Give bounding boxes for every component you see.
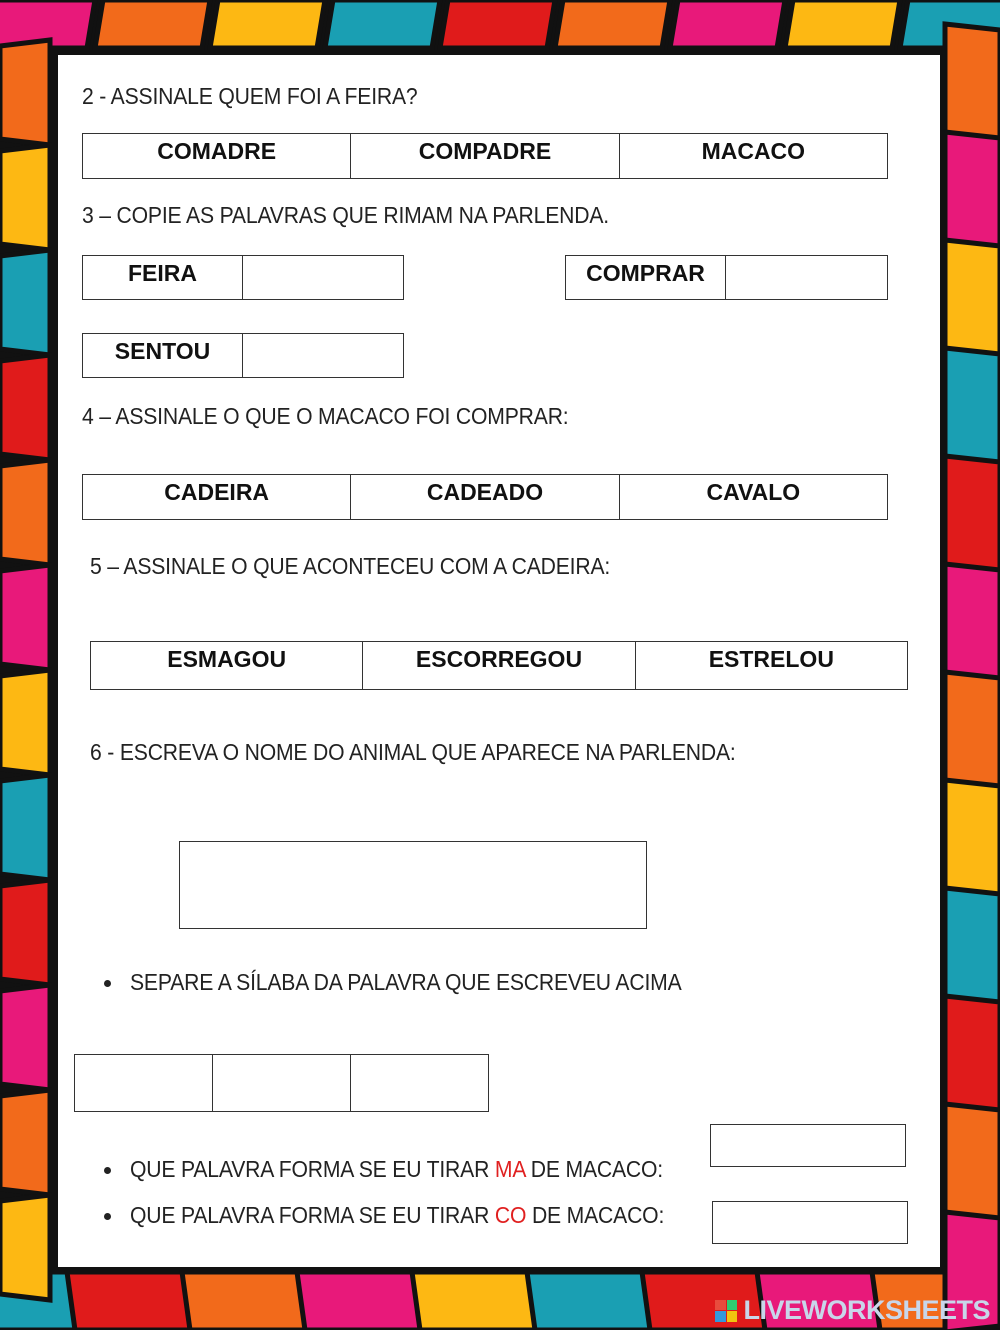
border-tile <box>945 672 1000 792</box>
border-tile <box>945 564 1000 684</box>
border-tile <box>945 348 1000 468</box>
border-tile <box>945 780 1000 900</box>
border-tile <box>0 565 50 670</box>
border-tile <box>67 1272 198 1330</box>
border-tile <box>95 0 210 48</box>
liveworksheets-watermark <box>715 1295 990 1326</box>
border-tile <box>945 24 1000 144</box>
border-tile <box>0 1090 50 1195</box>
rhyme-answer-feira-input[interactable] <box>243 256 403 299</box>
border-tile <box>0 460 50 565</box>
remove-co-text-after: DE MACACO: <box>526 1202 665 1228</box>
option-cadeado[interactable]: CADEADO <box>351 475 619 519</box>
syllable-input-1[interactable] <box>75 1055 213 1111</box>
border-tile <box>210 0 325 48</box>
border-tile <box>0 1195 50 1300</box>
border-tile <box>297 1272 428 1330</box>
border-tile <box>670 0 785 48</box>
border-tile <box>182 1272 313 1330</box>
question-5-options <box>90 641 908 690</box>
remove-ma-highlight: MA <box>494 1156 526 1182</box>
question-6-prompt: 6 - ESCREVA O NOME DO ANIMAL QUE APARECE NA PARLENDA: <box>90 739 736 765</box>
option-cavalo[interactable]: CAVALO <box>706 479 801 505</box>
border-tile <box>945 240 1000 360</box>
option-cadeira[interactable]: CADEIRA <box>83 475 351 519</box>
bullet <box>104 1167 111 1174</box>
border-tile <box>785 0 900 48</box>
rhyme-word-feira: FEIRA <box>83 256 243 299</box>
border-tile <box>0 775 50 880</box>
option-macaco[interactable]: MACACO <box>701 138 806 164</box>
border-tile <box>325 0 440 48</box>
bullet <box>104 1213 111 1220</box>
option-comadre[interactable]: COMADRE <box>83 134 351 178</box>
option-esmagou[interactable]: ESMAGOU <box>91 642 363 689</box>
option-compadre[interactable]: COMPADRE <box>351 134 619 178</box>
animal-name-input[interactable] <box>179 841 647 929</box>
rhyme-pair-sentou <box>82 333 404 378</box>
syllable-input-3[interactable] <box>351 1055 488 1111</box>
remove-ma-text-before: QUE PALAVRA FORMA SE EU TIRAR <box>130 1156 495 1182</box>
question-2-prompt: 2 - ASSINALE QUEM FOI A FEIRA? <box>82 83 418 109</box>
syllable-instruction: SEPARE A SÍLABA DA PALAVRA QUE ESCREVEU ACIMA <box>130 969 682 995</box>
border-tile <box>0 670 50 775</box>
border-tile <box>0 40 50 145</box>
option-estrelou[interactable]: ESTRELOU <box>708 646 834 672</box>
rhyme-answer-comprar-input[interactable] <box>726 256 887 299</box>
remove-ma-answer-input[interactable] <box>710 1124 906 1167</box>
border-tile <box>945 456 1000 576</box>
border-tile <box>0 880 50 985</box>
border-tile <box>0 355 50 460</box>
border-tile <box>945 132 1000 252</box>
question-4-options <box>82 474 888 520</box>
border-tile <box>0 985 50 1090</box>
remove-ma-text-after: DE MACACO: <box>525 1156 663 1182</box>
rhyme-word-comprar: COMPRAR <box>566 256 726 299</box>
question-2-options <box>82 133 888 179</box>
question-5-prompt: 5 – ASSINALE O QUE ACONTECEU COM A CADEIRA: <box>90 553 611 579</box>
remove-co-highlight: CO <box>494 1202 527 1228</box>
border-tile <box>0 250 50 355</box>
remove-ma-question <box>130 1156 663 1183</box>
remove-co-answer-input[interactable] <box>712 1201 908 1244</box>
brand-text: LIVEWORKSHEETS <box>743 1295 990 1325</box>
border-tile <box>945 996 1000 1116</box>
question-4-prompt: 4 – ASSINALE O QUE O MACACO FOI COMPRAR: <box>82 403 569 429</box>
rhyme-pair-feira <box>82 255 404 300</box>
border-tile <box>945 1104 1000 1224</box>
remove-co-question <box>130 1202 664 1229</box>
rhyme-pair-comprar <box>565 255 888 300</box>
border-tile <box>555 0 670 48</box>
border-tile <box>0 145 50 250</box>
border-tile <box>945 888 1000 1008</box>
rhyme-word-sentou: SENTOU <box>83 334 243 377</box>
bullet <box>104 980 111 987</box>
option-escorregou[interactable]: ESCORREGOU <box>363 642 635 689</box>
syllable-input-2[interactable] <box>213 1055 351 1111</box>
question-3-prompt: 3 – COPIE AS PALAVRAS QUE RIMAM NA PARLENDA. <box>82 202 609 228</box>
border-tile <box>440 0 555 48</box>
syllable-boxes <box>74 1054 489 1112</box>
rhyme-answer-sentou-input[interactable] <box>243 334 403 377</box>
liveworksheets-logo-icon <box>715 1300 737 1322</box>
border-tile <box>412 1272 543 1330</box>
border-tile <box>527 1272 658 1330</box>
remove-co-text-before: QUE PALAVRA FORMA SE EU TIRAR <box>130 1202 495 1228</box>
worksheet-page <box>58 55 940 1267</box>
